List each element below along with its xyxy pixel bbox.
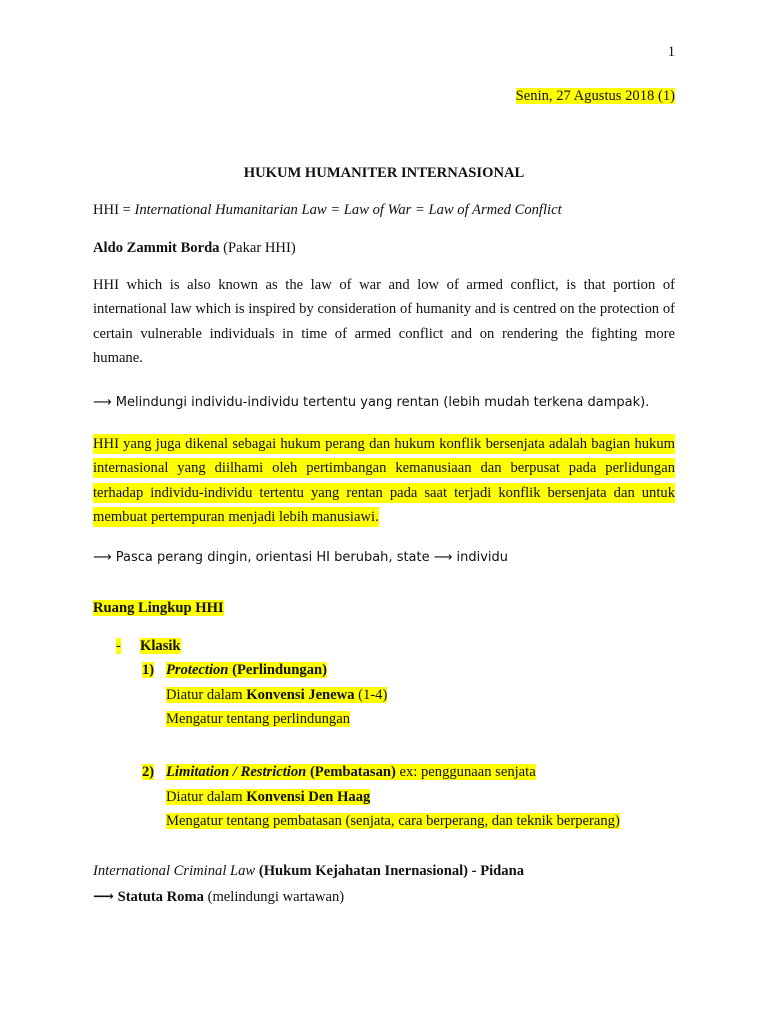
scope-heading-text: Ruang Lingkup HHI <box>93 600 224 616</box>
document-title: HUKUM HUMANITER INTERNASIONAL <box>243 165 525 181</box>
item-regulated-prefix: Diatur dalam <box>166 687 247 703</box>
item-description-line <box>166 711 350 728</box>
rome-statute-note: (melindungi wartawan) <box>203 889 345 905</box>
definition-terms: International Humanitarian Law = Law of War = Law of Armed Conflict <box>134 202 562 218</box>
item-regulated-by: Konvensi Den Haag <box>246 789 371 805</box>
item-term: Limitation / Restriction <box>166 764 307 780</box>
classic-label: Klasik <box>140 638 181 654</box>
page-number: 1 <box>667 44 675 60</box>
item-regulated-suffix: (1-4) <box>354 687 388 703</box>
classic-label-line <box>140 638 181 655</box>
item-regulated-prefix: Diatur dalam <box>166 789 247 805</box>
criminal-law-line <box>93 863 524 880</box>
definition-line <box>93 202 562 219</box>
note-protect: ⟶ Melindungi individu-individu tertentu yang rentan (lebih mudah terkena dampak). <box>93 395 650 410</box>
scope-heading <box>93 600 224 617</box>
criminal-law-term: International Criminal Law <box>93 863 256 879</box>
paragraph-indonesian <box>93 432 675 530</box>
item-number: 2) <box>142 764 155 780</box>
rome-statute-line <box>93 888 344 906</box>
date-text: Senin, 27 Agustus 2018 (1) <box>515 88 675 104</box>
paragraph-english: HHI which is also known as the law of war and low of armed conflict, is that portion of international law which is inspired by consideration of humanity and is centred on the protection of certain vulnerable individuals in time of armed conflict and on rendering the fighting more humane. <box>93 277 675 367</box>
classic-bullet-mark: - <box>116 638 121 654</box>
item-title-line <box>166 662 327 679</box>
author-line <box>93 240 296 257</box>
rome-statute-name: Statuta Roma <box>117 889 204 905</box>
item-description-line <box>166 813 620 830</box>
item-description: Mengatur tentang pembatasan (senjata, cara berperang, dan teknik berperang) <box>166 813 620 829</box>
item-description: Mengatur tentang perlindungan <box>166 711 350 727</box>
item-number: 1) <box>142 662 155 678</box>
list-item <box>142 764 154 781</box>
criminal-law-translation: (Hukum Kejahatan Inernasional) - Pidana <box>258 863 524 879</box>
paragraph-indonesian-text: HHI yang juga dikenal sebagai hukum perang dan hukum konflik bersenjata adalah bagian hukum internasional yang diilhami oleh pertimbangan kemanusiaan dan berpusat pada perlidungan terhadap individu-individu tertentu yang rentan pada saat terjadi konflik bersenjata dan untuk membuat pertempuran menjadi lebih manusiawi. <box>93 436 675 526</box>
definition-prefix: HHI = <box>93 202 135 218</box>
classic-bullet <box>116 638 121 655</box>
rome-arrow: ⟶ <box>93 889 118 905</box>
item-regulated-line <box>166 687 387 704</box>
item-title-line <box>166 764 536 781</box>
item-regulated-by: Konvensi Jenewa <box>246 687 355 703</box>
author-role: (Pakar HHI) <box>223 240 296 256</box>
item-term: Protection <box>166 662 229 678</box>
item-term-translation: (Pembatasan) <box>309 764 396 780</box>
author-name: Aldo Zammit Borda <box>93 240 220 256</box>
item-regulated-line <box>166 789 370 806</box>
item-term-translation: (Perlindungan) <box>232 662 327 678</box>
item-extra: ex: penggunaan senjata <box>395 764 536 780</box>
list-item <box>142 662 154 679</box>
date-line <box>516 88 675 105</box>
note-cold-war: ⟶ Pasca perang dingin, orientasi HI berubah, state ⟶ individu <box>93 550 509 565</box>
